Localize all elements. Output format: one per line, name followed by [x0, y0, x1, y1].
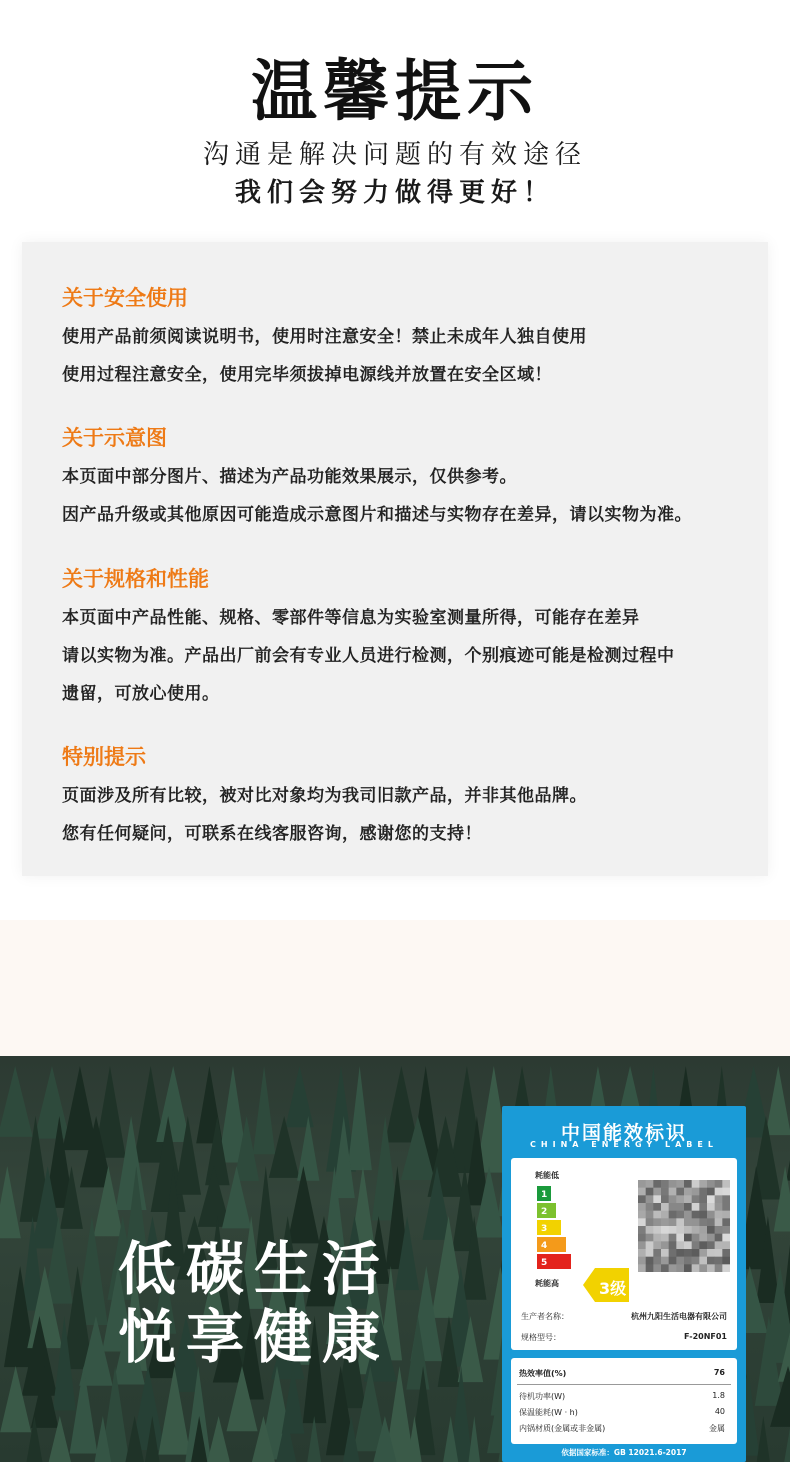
- page-title: 温馨提示: [251, 53, 539, 130]
- qr-cell: [715, 1218, 723, 1226]
- qr-cell: [715, 1195, 723, 1203]
- slogan-line-1: 低碳生活: [118, 1235, 391, 1303]
- qr-cell: [707, 1226, 715, 1234]
- qr-cell: [676, 1188, 684, 1196]
- qr-cell: [722, 1188, 730, 1196]
- qr-cell: [722, 1203, 730, 1211]
- qr-cell: [684, 1188, 692, 1196]
- qr-cell: [669, 1195, 677, 1203]
- qr-cell: [669, 1249, 677, 1257]
- qr-cell: [684, 1203, 692, 1211]
- qr-cell: [715, 1226, 723, 1234]
- section-heading-special: 特别提示: [62, 745, 146, 769]
- producer-value: 杭州九阳生活电器有限公司: [631, 1312, 727, 1321]
- qr-cell: [722, 1241, 730, 1249]
- tree-shape: [0, 1066, 33, 1137]
- qr-cell: [653, 1234, 661, 1242]
- qr-cell: [646, 1188, 654, 1196]
- subtitle-line-2: 我们会努力做得更好！: [234, 178, 555, 208]
- qr-cell: [699, 1234, 707, 1242]
- qr-cell: [669, 1211, 677, 1219]
- qr-cell: [669, 1188, 677, 1196]
- specs-line-3: 遗留，可放心使用。: [62, 684, 220, 704]
- qr-cell: [646, 1264, 654, 1272]
- qr-cell: [684, 1249, 692, 1257]
- model-label: 规格型号：: [521, 1333, 561, 1342]
- qr-cell: [722, 1211, 730, 1219]
- grade-bar-label-5: 5: [541, 1258, 548, 1268]
- qr-cell: [699, 1241, 707, 1249]
- qr-cell: [646, 1203, 654, 1211]
- qr-cell: [646, 1257, 654, 1265]
- qr-cell: [715, 1188, 723, 1196]
- qr-cell: [669, 1264, 677, 1272]
- qr-cell: [653, 1203, 661, 1211]
- qr-cell: [676, 1241, 684, 1249]
- energy-spec-panel: [511, 1358, 737, 1444]
- tree-shape: [285, 1066, 313, 1127]
- spacer-band: [0, 920, 790, 1056]
- tree-shape: [385, 1066, 418, 1142]
- qr-cell: [715, 1211, 723, 1219]
- qr-cell: [707, 1249, 715, 1257]
- qr-cell: [669, 1226, 677, 1234]
- qr-cell: [669, 1257, 677, 1265]
- qr-cell: [707, 1264, 715, 1272]
- slogan-line-2: 悦享健康: [118, 1303, 391, 1371]
- header: [0, 0, 790, 240]
- qr-cell: [661, 1249, 669, 1257]
- grade-bar-label-1: 1: [541, 1190, 548, 1200]
- energy-label: [502, 1106, 746, 1462]
- qr-cell: [646, 1234, 654, 1242]
- qr-cell: [638, 1218, 646, 1226]
- qr-cell: [676, 1180, 684, 1188]
- qr-cell: [676, 1264, 684, 1272]
- qr-cell: [676, 1234, 684, 1242]
- qr-cell: [638, 1257, 646, 1265]
- qr-cell: [669, 1234, 677, 1242]
- qr-cell: [646, 1211, 654, 1219]
- qr-cell: [638, 1188, 646, 1196]
- qr-cell: [676, 1226, 684, 1234]
- qr-cell: [638, 1203, 646, 1211]
- grade-bar-label-3: 3: [541, 1224, 548, 1234]
- qr-cell: [661, 1218, 669, 1226]
- special-line-1: 页面涉及所有比较，被对比对象均为我司旧款产品，并非其他品牌。: [62, 786, 587, 806]
- qr-cell: [669, 1203, 677, 1211]
- qr-cell: [692, 1195, 700, 1203]
- qr-cell: [699, 1257, 707, 1265]
- qr-cell: [715, 1249, 723, 1257]
- qr-cell: [707, 1241, 715, 1249]
- qr-cell: [722, 1218, 730, 1226]
- qr-cell: [715, 1264, 723, 1272]
- qr-cell: [638, 1226, 646, 1234]
- qr-cell: [661, 1180, 669, 1188]
- qr-cell: [646, 1195, 654, 1203]
- qr-cell: [707, 1195, 715, 1203]
- qr-cell: [661, 1203, 669, 1211]
- qr-cell: [638, 1241, 646, 1249]
- keepwarm-value: 40: [714, 1407, 725, 1416]
- qr-cell: [676, 1218, 684, 1226]
- qr-cell: [715, 1257, 723, 1265]
- qr-cell: [638, 1249, 646, 1257]
- qr-cell: [707, 1180, 715, 1188]
- qr-cell: [692, 1218, 700, 1226]
- qr-cell: [699, 1203, 707, 1211]
- qr-cell: [722, 1195, 730, 1203]
- safety-line-1: 使用产品前须阅读说明书，使用时注意安全！禁止未成年人独自使用: [62, 327, 587, 347]
- qr-cell: [699, 1218, 707, 1226]
- standby-value: 1.8: [712, 1391, 725, 1400]
- qr-cell: [646, 1180, 654, 1188]
- grade-scale: [511, 1158, 621, 1278]
- national-standard: 依据国家标准：GB 12021.6-2017: [561, 1448, 687, 1457]
- qr-cell: [653, 1211, 661, 1219]
- qr-cell: [684, 1211, 692, 1219]
- tips-panel: [22, 242, 768, 876]
- qr-cell: [646, 1241, 654, 1249]
- qr-cell: [692, 1264, 700, 1272]
- qr-cell: [684, 1241, 692, 1249]
- qr-cell: [722, 1180, 730, 1188]
- low-consumption-label: 耗能低: [535, 1171, 559, 1180]
- qr-cell: [653, 1226, 661, 1234]
- qr-cell: [684, 1218, 692, 1226]
- qr-cell: [684, 1234, 692, 1242]
- qr-cell: [707, 1218, 715, 1226]
- illustration-line-1: 本页面中部分图片、描述为产品功能效果展示，仅供参考。: [62, 467, 517, 487]
- qr-cell: [669, 1218, 677, 1226]
- qr-cell: [692, 1180, 700, 1188]
- qr-cell: [653, 1195, 661, 1203]
- qr-cell: [653, 1241, 661, 1249]
- pot-material-value: 金属: [709, 1424, 725, 1433]
- qr-cell: [653, 1264, 661, 1272]
- qr-cell: [692, 1249, 700, 1257]
- qr-cell: [653, 1257, 661, 1265]
- standby-label: 待机功率(W): [519, 1392, 566, 1401]
- qr-cell: [699, 1249, 707, 1257]
- qr-cell: [684, 1264, 692, 1272]
- efficiency-label: 热效率值(%): [519, 1369, 567, 1378]
- qr-cell: [653, 1180, 661, 1188]
- qr-cell: [699, 1211, 707, 1219]
- subtitle-line-1: 沟通是解决问题的有效途径: [202, 140, 587, 170]
- energy-label-subtitle: CHINA ENERGY LABEL: [530, 1140, 718, 1149]
- producer-label: 生产者名称：: [521, 1312, 569, 1321]
- specs-line-1: 本页面中产品性能、规格、零部件等信息为实验室测量所得，可能存在差异: [62, 608, 640, 628]
- tree-shape: [347, 1066, 371, 1170]
- tree-shape: [766, 1066, 790, 1135]
- qr-cell: [669, 1180, 677, 1188]
- tree-shape: [0, 1166, 21, 1238]
- qr-cell: [676, 1249, 684, 1257]
- qr-cell: [661, 1241, 669, 1249]
- qr-cell: [684, 1226, 692, 1234]
- qr-cell: [638, 1211, 646, 1219]
- qr-cell: [707, 1211, 715, 1219]
- qr-cell: [646, 1249, 654, 1257]
- qr-cell: [707, 1234, 715, 1242]
- qr-cell: [692, 1226, 700, 1234]
- qr-cell: [653, 1218, 661, 1226]
- qr-cell: [692, 1211, 700, 1219]
- grade-bar-label-2: 2: [541, 1207, 548, 1217]
- qr-cell: [699, 1226, 707, 1234]
- qr-cell: [722, 1264, 730, 1272]
- qr-cell: [692, 1234, 700, 1242]
- qr-cell: [699, 1195, 707, 1203]
- qr-cell: [661, 1211, 669, 1219]
- grade-bar-label-4: 4: [541, 1241, 548, 1251]
- specs-line-2: 请以实物为准。产品出厂前会有专业人员进行检测，个别痕迹可能是检测过程中: [62, 646, 675, 666]
- qr-cell: [684, 1180, 692, 1188]
- qr-cell: [707, 1188, 715, 1196]
- qr-cell: [676, 1257, 684, 1265]
- qr-cell: [653, 1188, 661, 1196]
- qr-cell: [661, 1195, 669, 1203]
- qr-cell: [699, 1188, 707, 1196]
- qr-cell: [684, 1257, 692, 1265]
- qr-cell: [638, 1180, 646, 1188]
- qr-cell: [707, 1203, 715, 1211]
- energy-grade-panel: [511, 1158, 737, 1350]
- qr-cell: [707, 1257, 715, 1265]
- qr-cell: [692, 1188, 700, 1196]
- qr-cell: [699, 1264, 707, 1272]
- qr-cell: [661, 1257, 669, 1265]
- qr-cell: [692, 1257, 700, 1265]
- qr-cell: [715, 1203, 723, 1211]
- tree-shape: [156, 1066, 190, 1142]
- qr-cell: [676, 1203, 684, 1211]
- qr-cell: [722, 1234, 730, 1242]
- pot-material-label: 内锅材质(金属或非金属): [519, 1424, 606, 1433]
- qr-cell: [715, 1180, 723, 1188]
- qr-cell: [661, 1234, 669, 1242]
- qr-cell: [722, 1249, 730, 1257]
- qr-cell: [638, 1234, 646, 1242]
- qr-cell: [715, 1241, 723, 1249]
- qr-cell: [638, 1195, 646, 1203]
- model-value: F-20NF01: [684, 1332, 727, 1341]
- section-heading-specs: 关于规格和性能: [62, 567, 209, 591]
- qr-cell: [661, 1188, 669, 1196]
- spec-divider: [517, 1384, 731, 1385]
- qr-cell: [684, 1195, 692, 1203]
- qr-cell: [722, 1257, 730, 1265]
- keepwarm-label: 保温能耗(W · h): [519, 1408, 578, 1417]
- tree-shape: [253, 1066, 275, 1154]
- qr-code-image: [638, 1180, 730, 1272]
- qr-cell: [692, 1241, 700, 1249]
- qr-cell: [661, 1264, 669, 1272]
- energy-label-title: 中国能效标识: [560, 1122, 687, 1144]
- qr-cell: [661, 1226, 669, 1234]
- qr-cell: [676, 1195, 684, 1203]
- qr-cell: [638, 1264, 646, 1272]
- qr-cell: [715, 1234, 723, 1242]
- high-consumption-label: 耗能高: [535, 1279, 559, 1288]
- qr-cell: [669, 1241, 677, 1249]
- tree-shape: [34, 1066, 69, 1139]
- section-heading-safety: 关于安全使用: [62, 286, 188, 310]
- qr-cell: [653, 1249, 661, 1257]
- qr-cell: [646, 1226, 654, 1234]
- qr-cell: [646, 1218, 654, 1226]
- illustration-line-2: 因产品升级或其他原因可能造成示意图片和描述与实物存在差异，请以实物为准。: [62, 505, 692, 525]
- safety-line-2: 使用过程注意安全，使用完毕须拔掉电源线并放置在安全区域！: [62, 365, 552, 385]
- section-heading-illustration: 关于示意图: [62, 426, 167, 450]
- qr-cell: [699, 1180, 707, 1188]
- qr-cell: [676, 1211, 684, 1219]
- special-line-2: 您有任何疑问，可联系在线客服咨询，感谢您的支持！: [62, 824, 482, 844]
- energy-grade: 3级: [599, 1279, 627, 1298]
- qr-cell: [722, 1226, 730, 1234]
- qr-cell: [692, 1203, 700, 1211]
- efficiency-value: 76: [713, 1368, 725, 1377]
